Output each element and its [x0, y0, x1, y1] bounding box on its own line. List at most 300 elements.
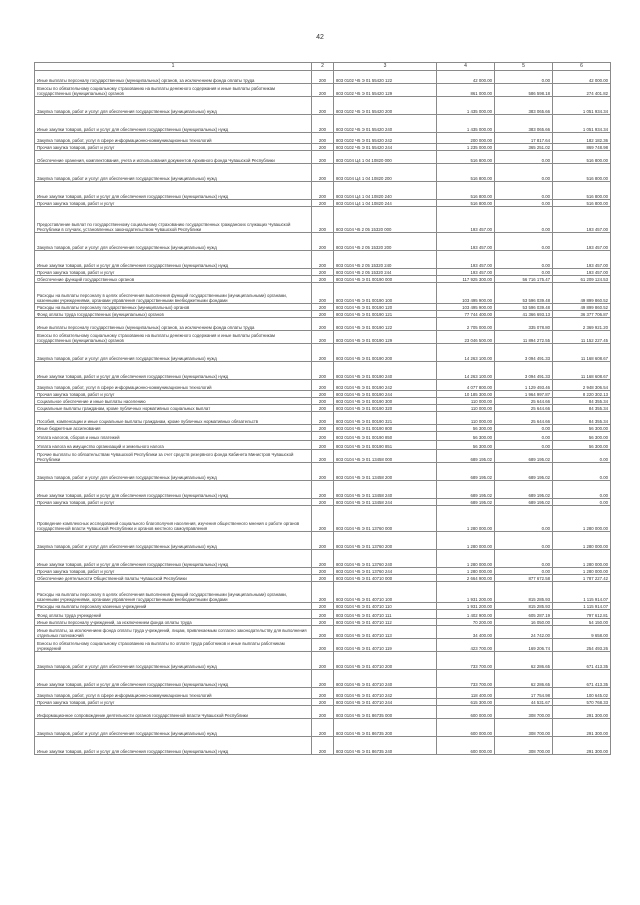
- row-code-cell: 803 0104 Ч5 Э 01 40710 112: [334, 619, 437, 626]
- row-rest-cell: 42 000.00: [553, 71, 611, 84]
- row-code-cell: 803 0104 Ч5 2 05 15320 200: [334, 233, 437, 251]
- row-grbs-cell: 200: [312, 344, 334, 362]
- row-rest-cell: 84 355.34: [553, 398, 611, 405]
- row-fact-cell: 0.00: [495, 233, 553, 251]
- row-code-cell: 803 0104 Ч5 Э 01 86735 200: [334, 719, 437, 737]
- table-row: [35, 97, 611, 115]
- row-fact-cell: 53 596 039.48: [495, 304, 553, 311]
- row-grbs-cell: 200: [312, 84, 334, 97]
- row-grbs-cell: 200: [312, 311, 334, 318]
- row-rest-cell: 797 612.81: [553, 610, 611, 619]
- column-header: 6: [553, 63, 611, 71]
- row-grbs-cell: 200: [312, 737, 334, 755]
- row-code-cell: 803 0104 Ч5 Э 01 40710 244: [334, 699, 437, 706]
- row-rest-cell: 61 209 124.53: [553, 276, 611, 283]
- row-rest-cell: 516 800.00: [553, 200, 611, 207]
- budget-execution-table: [34, 62, 611, 755]
- row-fact-cell: 689 195.02: [495, 481, 553, 499]
- row-fact-cell: 365 251.02: [495, 144, 553, 151]
- row-plan-cell: 77 744 400.00: [437, 311, 495, 318]
- row-grbs-cell: 200: [312, 499, 334, 506]
- row-rest-cell: 0.00: [553, 499, 611, 506]
- row-rest-cell: 1 280 000.00: [553, 532, 611, 550]
- table-row: [35, 706, 611, 719]
- row-name-cell: Прочая закупка товаров, работ и услуг: [35, 391, 312, 398]
- row-plan-cell: 600 000.00: [437, 737, 495, 755]
- row-plan-cell: 1 435 000.00: [437, 97, 495, 115]
- column-header: 4: [437, 63, 495, 71]
- row-name-cell: Уплата налога на имущество организаций и земельного налога: [35, 441, 312, 450]
- table-row: [35, 719, 611, 737]
- row-rest-cell: 516 800.00: [553, 164, 611, 182]
- row-code-cell: 803 0104 Ч5 Э 01 13760 240: [334, 550, 437, 568]
- table-row: [35, 639, 611, 652]
- row-name-cell: Прочие выплаты по обязательствам Чувашской Республики за счет средств резервного фонда Кабинета Министров Чувашской Республики: [35, 450, 312, 463]
- row-name-cell: Иные закупки товаров, работ и услуг для обеспечения государственных (муниципальных) нужд: [35, 481, 312, 499]
- row-name-cell: Прочая закупка товаров, работ и услуг: [35, 699, 312, 706]
- table-row: [35, 362, 611, 380]
- row-plan-cell: 193 457.00: [437, 251, 495, 269]
- table-row: [35, 151, 611, 164]
- table-row: [35, 432, 611, 441]
- row-plan-cell: 1 931 200.00: [437, 603, 495, 610]
- row-rest-cell: 36 377 706.87: [553, 311, 611, 318]
- row-rest-cell: 84 355.34: [553, 405, 611, 412]
- row-code-cell: 803 0104 Ч5 Э 01 40710 100: [334, 582, 437, 603]
- row-grbs-cell: 200: [312, 331, 334, 344]
- row-name-cell: Закупка товаров, работ, услуг в сфере информационно-коммуникационных технологий: [35, 133, 312, 144]
- row-code-cell: 803 0104 Ц4 1 04 10820 000: [334, 151, 437, 164]
- row-grbs-cell: 200: [312, 207, 334, 233]
- table-row: [35, 506, 611, 532]
- row-name-cell: Прочая закупка товаров, работ и услуг: [35, 269, 312, 276]
- row-fact-cell: 308 700.00: [495, 706, 553, 719]
- table-row: [35, 276, 611, 283]
- row-grbs-cell: 200: [312, 450, 334, 463]
- row-fact-cell: 62 286.65: [495, 652, 553, 670]
- row-plan-cell: 1 402 900.00: [437, 610, 495, 619]
- row-rest-cell: 1 115 914.07: [553, 603, 611, 610]
- row-rest-cell: 516 800.00: [553, 182, 611, 200]
- row-code-cell: 803 0104 Ч5 Э 01 00190 800: [334, 425, 437, 432]
- row-plan-cell: 117 925 300.00: [437, 276, 495, 283]
- row-rest-cell: 1 115 914.07: [553, 582, 611, 603]
- row-plan-cell: 200 000.00: [437, 133, 495, 144]
- row-grbs-cell: 200: [312, 276, 334, 283]
- table-row: [35, 251, 611, 269]
- row-name-cell: Предоставление выплат по государственному социальному страхованию государственных гражданских служащих Чувашской Республики в случаях, установленных законодательством Чувашской Республики: [35, 207, 312, 233]
- table-row: [35, 610, 611, 619]
- row-plan-cell: 1 280 000.00: [437, 506, 495, 532]
- row-grbs-cell: 200: [312, 441, 334, 450]
- row-name-cell: Взносы по обязательному социальному страхованию на выплаты денежного содержания и иные выплаты работникам государственных (муниципальных) органов: [35, 331, 312, 344]
- row-grbs-cell: 200: [312, 269, 334, 276]
- row-code-cell: 803 0104 Ч5 Э 01 00190 000: [334, 276, 437, 283]
- row-grbs-cell: 200: [312, 575, 334, 582]
- row-rest-cell: 56 300.00: [553, 425, 611, 432]
- row-code-cell: 803 0102 Ч5 Э 01 55420 129: [334, 84, 437, 97]
- row-fact-cell: 383 065.66: [495, 115, 553, 133]
- row-rest-cell: 11 168 608.67: [553, 344, 611, 362]
- row-name-cell: Обеспечение хранения, комплектования, учета и использования документов Архивного фонда Чувашской Республики: [35, 151, 312, 164]
- row-name-cell: Закупка товаров, работ и услуг для обеспечения государственных (муниципальных) нужд: [35, 233, 312, 251]
- row-rest-cell: 54 150.00: [553, 619, 611, 626]
- row-code-cell: 803 0104 Ч5 Э 01 00190 122: [334, 318, 437, 331]
- row-code-cell: 803 0104 Ч5 2 05 15320 240: [334, 251, 437, 269]
- row-fact-cell: 3 094 491.33: [495, 344, 553, 362]
- row-code-cell: 803 0102 Ч5 Э 01 55420 122: [334, 71, 437, 84]
- row-fact-cell: 11 894 272.55: [495, 331, 553, 344]
- row-plan-cell: 193 457.00: [437, 269, 495, 276]
- row-plan-cell: 56 300.00: [437, 441, 495, 450]
- row-fact-cell: 24 742.00: [495, 626, 553, 639]
- row-grbs-cell: 200: [312, 97, 334, 115]
- row-fact-cell: 689 195.02: [495, 463, 553, 481]
- table-row: [35, 207, 611, 233]
- row-plan-cell: 23 046 500.00: [437, 331, 495, 344]
- row-code-cell: 803 0104 Ч5 Э 01 00190 244: [334, 391, 437, 398]
- row-name-cell: Обеспечение функций государственных органов: [35, 276, 312, 283]
- row-fact-cell: 0.00: [495, 441, 553, 450]
- row-plan-cell: 1 435 000.00: [437, 115, 495, 133]
- row-name-cell: Иные закупки товаров, работ и услуг для обеспечения государственных (муниципальных) нужд: [35, 115, 312, 133]
- row-fact-cell: 0.00: [495, 182, 553, 200]
- table-row: [35, 233, 611, 251]
- row-fact-cell: 17 754.98: [495, 688, 553, 699]
- row-rest-cell: 0.00: [553, 463, 611, 481]
- row-plan-cell: 14 263 100.00: [437, 344, 495, 362]
- row-rest-cell: 0.00: [553, 450, 611, 463]
- row-code-cell: 803 0104 Ч5 Э 01 86735 000: [334, 706, 437, 719]
- table-row: [35, 115, 611, 133]
- row-rest-cell: 254 493.26: [553, 639, 611, 652]
- row-rest-cell: 9 658.00: [553, 626, 611, 639]
- row-fact-cell: 0.00: [495, 550, 553, 568]
- row-fact-cell: 0.00: [495, 425, 553, 432]
- row-plan-cell: 615 300.00: [437, 699, 495, 706]
- table-row: [35, 331, 611, 344]
- row-code-cell: 803 0104 Ч5 Э 01 00190 121: [334, 311, 437, 318]
- row-name-cell: Пособия, компенсации и иные социальные выплаты гражданам, кроме публичных нормативных обязательств: [35, 412, 312, 425]
- row-rest-cell: 2 948 306.54: [553, 380, 611, 391]
- row-grbs-cell: 200: [312, 71, 334, 84]
- row-fact-cell: 0.00: [495, 432, 553, 441]
- table-row: [35, 412, 611, 425]
- column-header: 1: [35, 63, 312, 71]
- table-row: [35, 550, 611, 568]
- row-rest-cell: 671 413.35: [553, 652, 611, 670]
- table-row: [35, 84, 611, 97]
- row-fact-cell: 0.00: [495, 251, 553, 269]
- row-rest-cell: 1 051 934.34: [553, 97, 611, 115]
- row-plan-cell: 516 800.00: [437, 200, 495, 207]
- table-row: [35, 269, 611, 276]
- table-row: [35, 344, 611, 362]
- row-name-cell: Иные выплаты, за исключением фонда оплаты труда учреждений, лицам, привлекаемым согласно законодательству для выполнения отдельных полномочий: [35, 626, 312, 639]
- row-rest-cell: 11 152 227.45: [553, 331, 611, 344]
- row-code-cell: 803 0104 Ч5 Э 01 86735 240: [334, 737, 437, 755]
- row-grbs-cell: 200: [312, 164, 334, 182]
- row-rest-cell: 49 899 860.52: [553, 304, 611, 311]
- row-code-cell: 803 0104 Ч5 Э 01 00190 320: [334, 405, 437, 412]
- row-plan-cell: 2 705 000.00: [437, 318, 495, 331]
- row-code-cell: 803 0104 Ч5 Э 01 00190 100: [334, 283, 437, 304]
- table-row: [35, 481, 611, 499]
- row-name-cell: Расходы на выплаты персоналу государственных (муниципальных) органов: [35, 304, 312, 311]
- row-plan-cell: 2 664 900.00: [437, 575, 495, 582]
- row-rest-cell: 8 220 302.13: [553, 391, 611, 398]
- row-code-cell: 803 0104 Ч5 Э 01 00190 850: [334, 432, 437, 441]
- row-fact-cell: 25 644.66: [495, 398, 553, 405]
- row-code-cell: 803 0104 Ч5 2 05 15320 244: [334, 269, 437, 276]
- row-fact-cell: 16 050.00: [495, 619, 553, 626]
- row-plan-cell: 516 800.00: [437, 164, 495, 182]
- row-name-cell: Иные закупки товаров, работ и услуг для обеспечения государственных (муниципальных) нужд: [35, 550, 312, 568]
- column-header: 2: [312, 63, 334, 71]
- row-name-cell: Иные выплаты персоналу государственных (муниципальных) органов, за исключением фонда оплаты труда: [35, 318, 312, 331]
- row-grbs-cell: 200: [312, 182, 334, 200]
- row-fact-cell: 25 644.66: [495, 412, 553, 425]
- table-row: [35, 144, 611, 151]
- row-grbs-cell: 200: [312, 506, 334, 532]
- row-grbs-cell: 200: [312, 582, 334, 603]
- row-code-cell: 803 0104 Ч5 Э 01 13458 240: [334, 481, 437, 499]
- table-row: [35, 582, 611, 603]
- row-name-cell: Закупка товаров, работ и услуг для обеспечения государственных (муниципальных) нужд: [35, 652, 312, 670]
- row-name-cell: Закупка товаров, работ и услуг для обеспечения государственных (муниципальных) нужд: [35, 97, 312, 115]
- row-code-cell: 803 0104 Ц4 1 04 10820 244: [334, 200, 437, 207]
- table-row: [35, 311, 611, 318]
- row-name-cell: Закупка товаров, работ и услуг для обеспечения государственных (муниципальных) нужд: [35, 164, 312, 182]
- row-code-cell: 803 0104 Ч5 Э 01 00190 240: [334, 362, 437, 380]
- row-fact-cell: 877 672.58: [495, 575, 553, 582]
- row-code-cell: 803 0104 Ч5 Э 01 00190 321: [334, 412, 437, 425]
- row-grbs-cell: 200: [312, 304, 334, 311]
- row-grbs-cell: 200: [312, 405, 334, 412]
- row-rest-cell: 193 457.00: [553, 251, 611, 269]
- row-code-cell: 803 0104 Ч5 Э 01 13458 244: [334, 499, 437, 506]
- row-rest-cell: 570 768.33: [553, 699, 611, 706]
- row-rest-cell: 56 300.00: [553, 432, 611, 441]
- row-grbs-cell: 200: [312, 706, 334, 719]
- row-code-cell: 803 0104 Ч5 Э 01 40710 110: [334, 603, 437, 610]
- row-name-cell: Закупка товаров, работ и услуг для обеспечения государственных (муниципальных) нужд: [35, 532, 312, 550]
- column-number-row: [35, 63, 611, 71]
- row-name-cell: Закупка товаров, работ и услуг для обеспечения государственных (муниципальных) нужд: [35, 463, 312, 481]
- row-grbs-cell: 200: [312, 603, 334, 610]
- row-name-cell: Прочая закупка товаров, работ и услуг: [35, 144, 312, 151]
- table-row: [35, 200, 611, 207]
- row-name-cell: Закупка товаров, работ, услуг в сфере информационно-коммуникационных технологий: [35, 380, 312, 391]
- row-rest-cell: 11 168 608.67: [553, 362, 611, 380]
- row-plan-cell: 423 700.00: [437, 639, 495, 652]
- row-fact-cell: 0.00: [495, 532, 553, 550]
- row-fact-cell: 53 596 039.48: [495, 283, 553, 304]
- row-fact-cell: 0.00: [495, 151, 553, 164]
- row-plan-cell: 689 195.02: [437, 450, 495, 463]
- row-grbs-cell: 200: [312, 463, 334, 481]
- row-name-cell: Иные закупки товаров, работ и услуг для обеспечения государственных (муниципальных) нужд: [35, 737, 312, 755]
- row-grbs-cell: 200: [312, 398, 334, 405]
- row-fact-cell: 3 094 491.33: [495, 362, 553, 380]
- row-grbs-cell: 200: [312, 550, 334, 568]
- table-row: [35, 71, 611, 84]
- row-name-cell: Взносы по обязательному социальному страхованию на выплаты по оплате труда работников и иные выплаты работникам учреждений: [35, 639, 312, 652]
- row-rest-cell: 182 182.36: [553, 133, 611, 144]
- row-grbs-cell: 200: [312, 699, 334, 706]
- row-code-cell: 803 0104 Ч5 Э 01 13760 000: [334, 506, 437, 532]
- row-fact-cell: 308 700.00: [495, 737, 553, 755]
- row-grbs-cell: 200: [312, 610, 334, 619]
- table-row: [35, 532, 611, 550]
- table-row: [35, 318, 611, 331]
- row-plan-cell: 110 000.00: [437, 398, 495, 405]
- table-row: [35, 575, 611, 582]
- row-name-cell: Расходы на выплаты персоналу в целях обеспечения выполнения функций государственными (муниципальными) органами, казенными учреждениями, органами управления государственными внебюджетными фондами: [35, 283, 312, 304]
- row-grbs-cell: 200: [312, 532, 334, 550]
- row-rest-cell: 84 355.34: [553, 412, 611, 425]
- row-rest-cell: 516 800.00: [553, 151, 611, 164]
- row-code-cell: 803 0102 Ч5 Э 01 55420 240: [334, 115, 437, 133]
- row-plan-cell: 733 700.00: [437, 670, 495, 688]
- row-grbs-cell: 200: [312, 432, 334, 441]
- row-plan-cell: 733 700.00: [437, 652, 495, 670]
- row-code-cell: 803 0104 Ч5 Э 01 00190 851: [334, 441, 437, 450]
- row-fact-cell: 1 129 493.46: [495, 380, 553, 391]
- row-fact-cell: 62 286.65: [495, 670, 553, 688]
- row-fact-cell: 815 285.93: [495, 603, 553, 610]
- row-fact-cell: 689 195.02: [495, 499, 553, 506]
- row-code-cell: 803 0104 Ч5 Э 01 40710 113: [334, 626, 437, 639]
- row-grbs-cell: 200: [312, 626, 334, 639]
- row-name-cell: Расходы на выплаты персоналу в целях обеспечения выполнения функций государственными (муниципальными) органами, казенными учреждениями, органами управления государственными внебюджетными фондами: [35, 582, 312, 603]
- row-fact-cell: 383 065.66: [495, 97, 553, 115]
- row-fact-cell: 0.00: [495, 164, 553, 182]
- table-row: [35, 283, 611, 304]
- table-row: [35, 405, 611, 412]
- row-rest-cell: 291 300.00: [553, 706, 611, 719]
- row-fact-cell: 0.00: [495, 506, 553, 532]
- table-row: [35, 463, 611, 481]
- row-grbs-cell: 200: [312, 362, 334, 380]
- table-row: [35, 619, 611, 626]
- row-rest-cell: 2 369 921.20: [553, 318, 611, 331]
- table-row: [35, 737, 611, 755]
- row-rest-cell: 1 051 934.34: [553, 115, 611, 133]
- table-row: [35, 182, 611, 200]
- row-fact-cell: 586 598.18: [495, 84, 553, 97]
- row-grbs-cell: 200: [312, 670, 334, 688]
- row-code-cell: 803 0104 Ч5 2 05 15320 000: [334, 207, 437, 233]
- row-plan-cell: 103 495 900.00: [437, 283, 495, 304]
- row-plan-cell: 600 000.00: [437, 706, 495, 719]
- row-code-cell: 803 0104 Ч5 Э 01 00190 120: [334, 304, 437, 311]
- row-code-cell: 803 0104 Ч5 Э 01 40710 000: [334, 575, 437, 582]
- row-plan-cell: 193 457.00: [437, 233, 495, 251]
- row-plan-cell: 42 000.00: [437, 71, 495, 84]
- row-fact-cell: 308 700.00: [495, 719, 553, 737]
- table-row: [35, 164, 611, 182]
- row-grbs-cell: 200: [312, 144, 334, 151]
- row-grbs-cell: 200: [312, 151, 334, 164]
- row-grbs-cell: 200: [312, 639, 334, 652]
- row-code-cell: 803 0104 Ч5 Э 01 13458 200: [334, 463, 437, 481]
- row-plan-cell: 689 195.02: [437, 481, 495, 499]
- row-grbs-cell: 200: [312, 200, 334, 207]
- row-name-cell: Фонд оплаты труда учреждений: [35, 610, 312, 619]
- row-fact-cell: 335 078.80: [495, 318, 553, 331]
- row-rest-cell: 56 300.00: [553, 441, 611, 450]
- row-fact-cell: 25 644.66: [495, 405, 553, 412]
- row-name-cell: Прочая закупка товаров, работ и услуг: [35, 499, 312, 506]
- table-row: [35, 304, 611, 311]
- row-rest-cell: 193 457.00: [553, 207, 611, 233]
- row-plan-cell: 10 185 300.00: [437, 391, 495, 398]
- row-name-cell: Иные закупки товаров, работ и услуг для обеспечения государственных (муниципальных) нужд: [35, 670, 312, 688]
- row-code-cell: 803 0102 Ч5 Э 01 55420 244: [334, 144, 437, 151]
- row-fact-cell: 815 285.93: [495, 582, 553, 603]
- row-plan-cell: 1 235 000.00: [437, 144, 495, 151]
- row-code-cell: 803 0104 Ч5 Э 01 40710 200: [334, 652, 437, 670]
- row-code-cell: 803 0104 Ч5 Э 01 00190 300: [334, 398, 437, 405]
- row-plan-cell: 118 400.00: [437, 688, 495, 699]
- row-fact-cell: 0.00: [495, 200, 553, 207]
- row-name-cell: Фонд оплаты труда государственных (муниципальных) органов: [35, 311, 312, 318]
- row-grbs-cell: 200: [312, 619, 334, 626]
- row-fact-cell: 41 366 693.13: [495, 311, 553, 318]
- row-fact-cell: 56 716 175.47: [495, 276, 553, 283]
- row-fact-cell: 44 531.67: [495, 699, 553, 706]
- row-rest-cell: 0.00: [553, 481, 611, 499]
- row-rest-cell: 193 457.00: [553, 269, 611, 276]
- table-row: [35, 441, 611, 450]
- row-rest-cell: 671 413.35: [553, 670, 611, 688]
- row-plan-cell: 689 195.02: [437, 463, 495, 481]
- row-code-cell: 803 0104 Ч5 Э 01 13760 200: [334, 532, 437, 550]
- row-fact-cell: 1 964 997.87: [495, 391, 553, 398]
- row-name-cell: Иные выплаты персоналу учреждений, за исключением фонда оплаты труда: [35, 619, 312, 626]
- row-grbs-cell: 200: [312, 115, 334, 133]
- row-grbs-cell: 200: [312, 688, 334, 699]
- row-grbs-cell: 200: [312, 283, 334, 304]
- row-name-cell: Социальное обеспечение и иные выплаты населению: [35, 398, 312, 405]
- row-grbs-cell: 200: [312, 233, 334, 251]
- row-plan-cell: 34 400.00: [437, 626, 495, 639]
- row-fact-cell: 0.00: [495, 71, 553, 84]
- row-grbs-cell: 200: [312, 719, 334, 737]
- table-row: [35, 603, 611, 610]
- row-plan-cell: 110 000.00: [437, 405, 495, 412]
- row-plan-cell: 1 280 000.00: [437, 550, 495, 568]
- row-fact-cell: 605 287.19: [495, 610, 553, 619]
- row-rest-cell: 100 645.02: [553, 688, 611, 699]
- row-fact-cell: 169 206.74: [495, 639, 553, 652]
- row-fact-cell: 0.00: [495, 568, 553, 575]
- table-row: [35, 688, 611, 699]
- row-fact-cell: 0.00: [495, 207, 553, 233]
- row-rest-cell: 193 457.00: [553, 233, 611, 251]
- table-row: [35, 568, 611, 575]
- row-rest-cell: 49 899 860.52: [553, 283, 611, 304]
- row-plan-cell: 861 000.00: [437, 84, 495, 97]
- row-grbs-cell: 200: [312, 481, 334, 499]
- row-code-cell: 803 0104 Ч5 Э 01 40710 111: [334, 610, 437, 619]
- row-name-cell: Взносы по обязательному социальному страхованию на выплаты денежного содержания и иные выплаты работникам государственных (муниципальных) органов: [35, 84, 312, 97]
- row-code-cell: 803 0104 Ч5 Э 01 13760 244: [334, 568, 437, 575]
- row-plan-cell: 1 280 000.00: [437, 532, 495, 550]
- row-grbs-cell: 200: [312, 391, 334, 398]
- table-body: [35, 63, 611, 755]
